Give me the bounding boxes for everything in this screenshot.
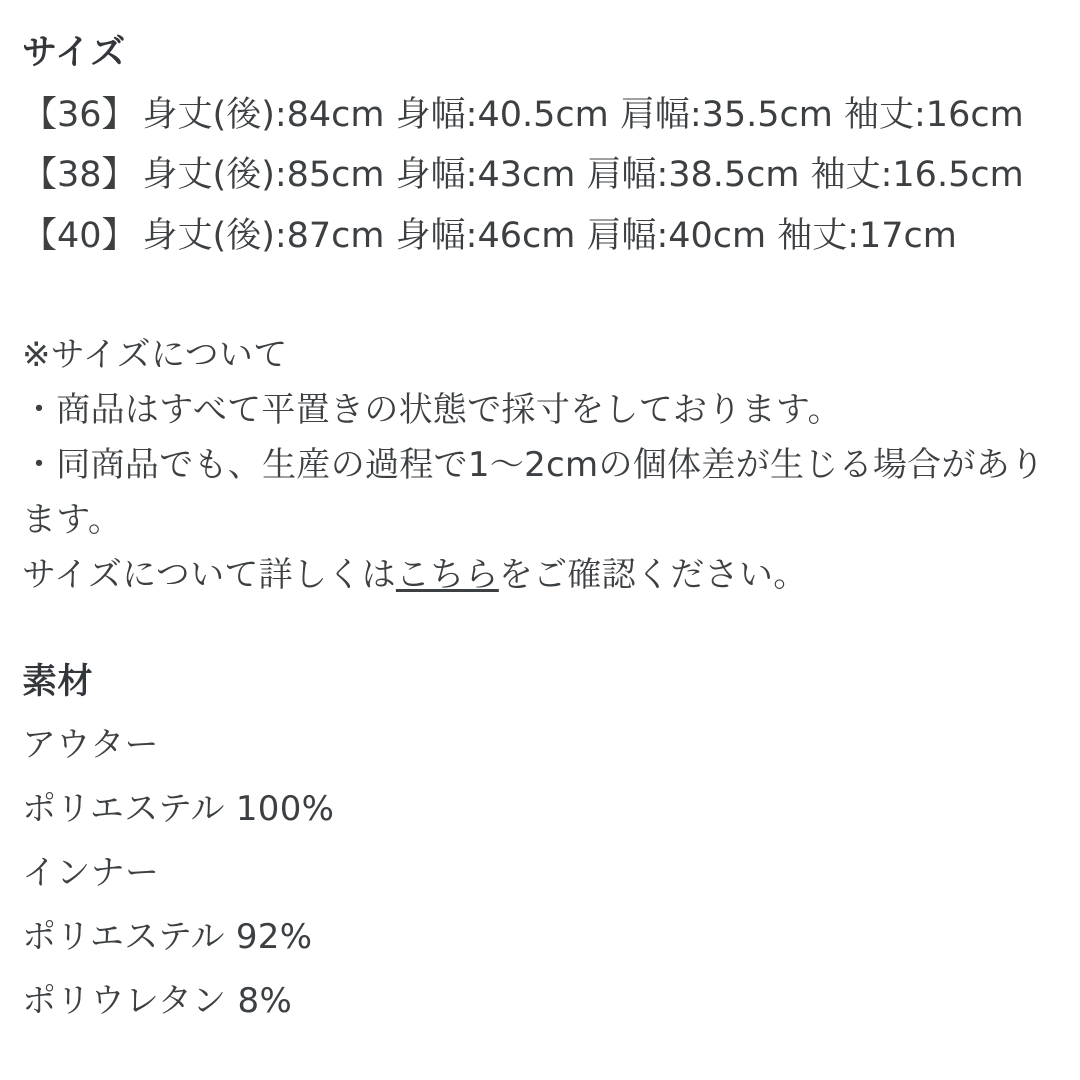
material-line: ポリエステル 92% xyxy=(22,917,313,958)
material-line: ポリエステル 100% xyxy=(22,789,335,830)
size-guide-link[interactable]: こちら xyxy=(395,555,499,596)
size-row-label: 【36】 xyxy=(22,95,137,136)
size-row xyxy=(22,85,1058,145)
material-line: インナー xyxy=(22,853,160,894)
size-notes-title: ※サイズについて xyxy=(22,334,288,375)
size-row xyxy=(22,206,1058,266)
size-guide-text-after: をご確認ください。 xyxy=(498,555,808,596)
material-line: アウター xyxy=(22,725,159,766)
material-line: ポリウレタン 8% xyxy=(22,981,293,1022)
spacer xyxy=(22,266,1058,328)
size-row-label: 【40】 xyxy=(22,215,137,256)
size-guide-line xyxy=(22,548,1058,603)
size-note-bullet: ・商品はすべて平置きの状態で採寸をしております。 xyxy=(22,389,842,430)
size-note-bullet: ・同商品でも、生産の過程で1〜2cmの個体差が生じる場合があります。 xyxy=(22,444,1045,541)
size-row-label: 【38】 xyxy=(22,155,137,196)
material-section-heading: 素材 xyxy=(22,662,94,703)
size-section-heading: サイズ xyxy=(22,33,126,73)
size-row-measurements: 身丈(後):84cm 身幅:40.5cm 肩幅:35.5cm 袖丈:16cm xyxy=(142,95,1024,136)
size-row xyxy=(22,145,1058,205)
spacer xyxy=(22,603,1058,659)
size-row-measurements: 身丈(後):87cm 身幅:46cm 肩幅:40cm 袖丈:17cm xyxy=(142,215,957,256)
size-guide-text-before: サイズについて詳しくは xyxy=(22,555,396,596)
size-row-measurements: 身丈(後):85cm 身幅:43cm 肩幅:38.5cm 袖丈:16.5cm xyxy=(142,155,1024,196)
